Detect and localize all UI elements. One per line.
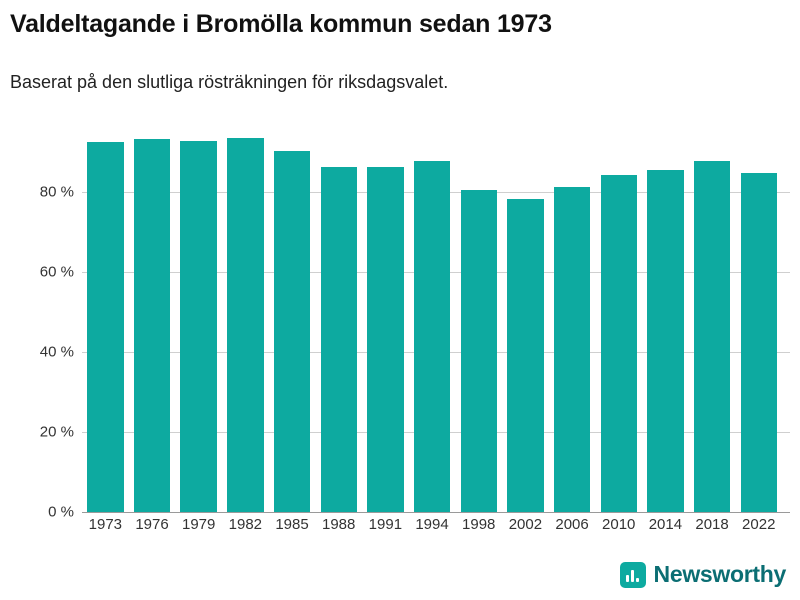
bar-slot (269, 112, 316, 512)
bar-slot (409, 112, 456, 512)
x-axis-tick-label: 2018 (695, 516, 729, 533)
bar-slot (175, 112, 222, 512)
bar[interactable] (554, 187, 590, 512)
bar-slot (642, 112, 689, 512)
bar[interactable] (87, 142, 123, 512)
x-axis-tick-label: 1998 (462, 516, 496, 533)
bar[interactable] (601, 175, 637, 512)
chart-subtitle: Baserat på den slutliga rösträkningen för riksdagsvalet. (10, 72, 449, 92)
x-axis-tick-label: 1985 (275, 516, 309, 533)
y-axis-tick-label: 20 % (39, 423, 74, 441)
x-axis-tick-label: 1976 (135, 516, 169, 533)
bar-slot (455, 112, 502, 512)
plot-area (10, 112, 790, 521)
bar-slot (549, 112, 596, 512)
x-axis-tick-label: 2022 (742, 516, 776, 533)
bar[interactable] (274, 151, 310, 512)
bar-slot (222, 112, 269, 512)
brand-footer (620, 561, 786, 588)
x-axis-tick-label: 2010 (602, 516, 636, 533)
x-axis-tick-label: 2002 (508, 516, 543, 533)
bar[interactable] (321, 167, 357, 512)
y-axis-tick-label: 60 % (39, 263, 74, 281)
bar[interactable] (134, 139, 170, 512)
bar[interactable] (461, 190, 497, 512)
x-axis (82, 516, 782, 533)
grid-line (82, 512, 790, 513)
y-axis-tick-label: 0 % (48, 503, 74, 521)
bar[interactable] (414, 161, 450, 512)
bar-slot (129, 112, 176, 512)
bar-slot (82, 112, 129, 512)
bar-slot (315, 112, 362, 512)
brand-name: Newsworthy (653, 561, 786, 587)
x-axis-tick-label: 1988 (322, 516, 356, 533)
y-axis-tick-label: 40 % (39, 343, 74, 361)
y-axis (10, 112, 82, 521)
x-axis-tick-label: 1991 (368, 516, 403, 533)
bar[interactable] (227, 138, 263, 512)
x-axis-tick-label: 1994 (415, 516, 449, 533)
x-axis-tick-label: 1982 (228, 516, 263, 533)
bar-slot (595, 112, 642, 512)
bar-slot (362, 112, 409, 512)
x-axis-tick-label: 1973 (88, 516, 123, 533)
bar[interactable] (647, 170, 683, 512)
bar-chart-icon (620, 562, 646, 588)
bar-slot (502, 112, 549, 512)
bar-series (82, 112, 782, 512)
y-axis-tick-label: 80 % (39, 183, 74, 201)
bar-slot (689, 112, 736, 512)
bar[interactable] (367, 167, 403, 512)
page-title: Valdeltagande i Bromölla kommun sedan 1973 (10, 10, 552, 38)
x-axis-tick-label: 2014 (648, 516, 683, 533)
bar-slot (735, 112, 782, 512)
x-axis-tick-label: 2006 (555, 516, 589, 533)
bar[interactable] (694, 161, 730, 512)
bar[interactable] (507, 199, 543, 512)
bar[interactable] (741, 173, 777, 512)
x-axis-tick-label: 1979 (181, 516, 216, 533)
bar[interactable] (180, 141, 216, 512)
